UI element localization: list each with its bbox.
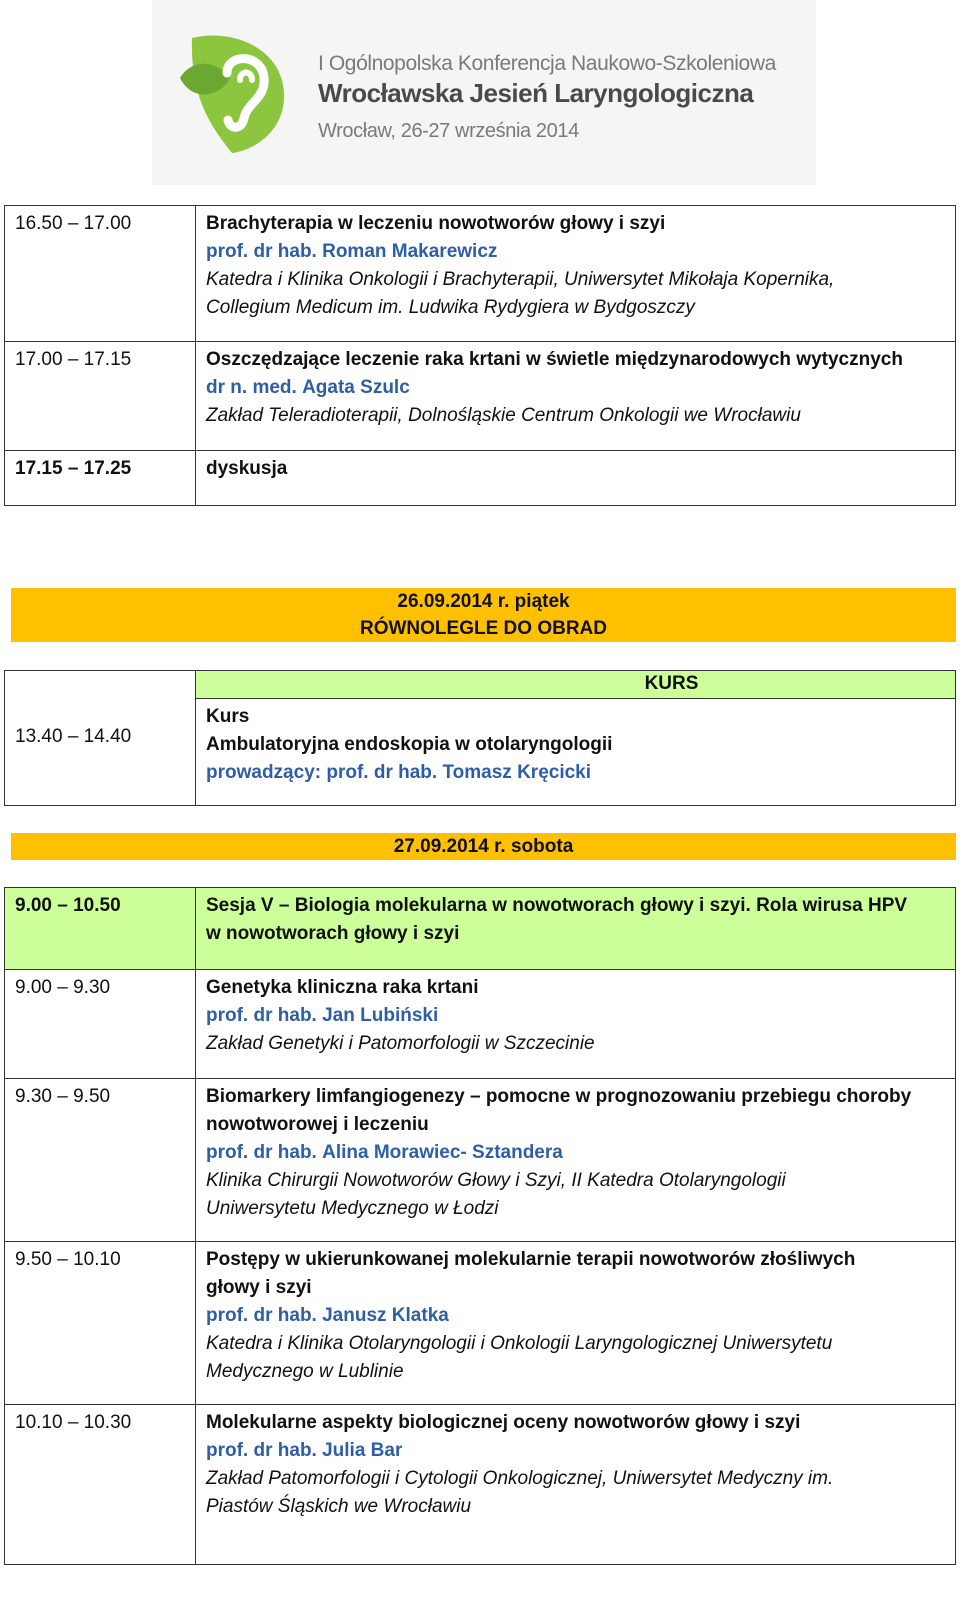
speaker	[206, 1437, 947, 1465]
speaker-name: Janusz Klatka	[322, 1305, 449, 1326]
speaker-name: Alina Morawiec- Sztandera	[322, 1142, 563, 1163]
course-lead: prowadzący: prof. dr hab. Tomasz Kręcicki	[206, 762, 592, 784]
talk-title: Postępy w ukierunkowanej molekularnie terapii nowotworów złośliwych	[206, 1249, 856, 1270]
speaker-degree: dr n. med.	[206, 377, 297, 398]
time-cell: 9.50 – 10.10	[5, 1242, 196, 1405]
affiliation-line: Medycznego w Lublinie	[206, 1361, 404, 1382]
time-cell: 16.50 – 17.00	[5, 206, 196, 342]
session-title-cell	[196, 888, 956, 970]
course-cell	[196, 699, 956, 806]
speaker-degree: prof. dr hab.	[206, 1005, 317, 1026]
table-row	[5, 970, 956, 1079]
speaker-degree: prof. dr hab.	[206, 1305, 317, 1326]
schedule-table-evening	[4, 205, 956, 506]
speaker	[206, 1002, 947, 1030]
time-cell: 10.10 – 10.30	[5, 1405, 196, 1565]
talk-cell	[196, 206, 956, 342]
banner-subtitle: RÓWNOLEGLE DO OBRAD	[360, 618, 607, 639]
speaker-degree: prof. dr hab.	[206, 1440, 317, 1461]
banner-date: 26.09.2014 r. piątek	[397, 591, 570, 612]
talk-title: Oszczędzające leczenie raka krtani w świetle międzynarodowych wytycznych	[206, 349, 903, 370]
course-table	[4, 670, 956, 806]
talk-cell	[196, 1079, 956, 1242]
time-cell: 9.30 – 9.50	[5, 1079, 196, 1242]
course-title: Ambulatoryjna endoskopia w otolaryngologii	[206, 734, 613, 756]
speaker	[206, 238, 947, 266]
day-banner-saturday	[11, 833, 956, 860]
affiliation-line: Zakład Teleradioterapii, Dolnośląskie Centrum Onkologii we Wrocławiu	[206, 405, 801, 426]
day-banner-friday	[11, 588, 956, 642]
table-row	[5, 671, 956, 699]
session-row	[5, 888, 956, 970]
session-title-line: w nowotworach głowy i szyi	[206, 923, 460, 944]
speaker-name: Agata Szulc	[302, 377, 410, 398]
conference-line-1: I Ogólnopolska Konferencja Naukowo-Szkoleniowa	[318, 52, 776, 75]
affiliation-line: Katedra i Klinika Otolaryngologii i Onkologii Laryngologicznej Uniwersytetu	[206, 1333, 833, 1354]
course-label: Kurs	[206, 706, 250, 728]
talk-title: Molekularne aspekty biologicznej oceny nowotworów głowy i szyi	[206, 1412, 801, 1433]
talk-title: głowy i szyi	[206, 1277, 312, 1298]
conference-date-place: Wrocław, 26-27 września 2014	[318, 120, 579, 142]
affiliation-line: Collegium Medicum im. Ludwika Rydygiera w Bydgoszczy	[206, 297, 695, 318]
talk-cell	[196, 342, 956, 451]
talk-cell	[196, 970, 956, 1079]
table-row	[5, 1242, 956, 1405]
table-row	[5, 1405, 956, 1565]
affiliation-line: Piastów Śląskich we Wrocławiu	[206, 1496, 472, 1517]
talk-cell	[196, 1405, 956, 1565]
affiliation-line: Zakład Patomorfologii i Cytologii Onkologicznej, Uniwersytet Medyczny im.	[206, 1468, 834, 1489]
speaker	[206, 1139, 947, 1167]
affiliation-line: Klinika Chirurgii Nowotworów Głowy i Szyi, II Katedra Otolaryngologii	[206, 1170, 786, 1191]
speaker-name: Roman Makarewicz	[322, 241, 498, 262]
affiliation-line: Uniwersytetu Medycznego w Łodzi	[206, 1198, 499, 1219]
conference-title: Wrocławska Jesień Laryngologiczna	[318, 78, 754, 108]
banner-date: 27.09.2014 r. sobota	[393, 836, 574, 857]
affiliation-line: Katedra i Klinika Onkologii i Brachyterapii, Uniwersytet Mikołaja Kopernika,	[206, 269, 835, 290]
talk-title: Genetyka kliniczna raka krtani	[206, 977, 479, 998]
speaker-degree: prof. dr hab.	[206, 1142, 317, 1163]
talk-cell	[196, 1242, 956, 1405]
affiliation-line: Zakład Genetyki i Patomorfologii w Szczecinie	[206, 1033, 595, 1054]
ear-leaf-logo-icon	[172, 18, 302, 158]
time-cell: 9.00 – 10.50	[5, 888, 196, 970]
speaker-name: Julia Bar	[322, 1440, 403, 1461]
time-cell: 9.00 – 9.30	[5, 970, 196, 1079]
session-title-line: Sesja V – Biologia molekularna w nowotworach głowy i szyi. Rola wirusa HPV	[206, 895, 908, 916]
speaker	[206, 374, 947, 402]
table-row	[5, 451, 956, 506]
table-row	[5, 342, 956, 451]
time-cell: 17.15 – 17.25	[5, 451, 196, 506]
speaker-degree: prof. dr hab.	[206, 241, 317, 262]
time-cell: 17.00 – 17.15	[5, 342, 196, 451]
talk-title: Brachyterapia w leczeniu nowotworów głowy i szyi	[206, 213, 666, 234]
schedule-table-saturday	[4, 887, 956, 1565]
table-row	[5, 1079, 956, 1242]
time-cell: 13.40 – 14.40	[5, 671, 196, 806]
course-header: KURS	[196, 671, 956, 699]
discussion-cell: dyskusja	[196, 451, 956, 506]
speaker	[206, 1302, 947, 1330]
speaker-name: Jan Lubiński	[322, 1005, 439, 1026]
conference-header	[152, 0, 816, 185]
table-row	[5, 206, 956, 342]
talk-title: Biomarkery limfangiogenezy – pomocne w prognozowaniu przebiegu choroby	[206, 1086, 912, 1107]
talk-title: nowotworowej i leczeniu	[206, 1114, 429, 1135]
